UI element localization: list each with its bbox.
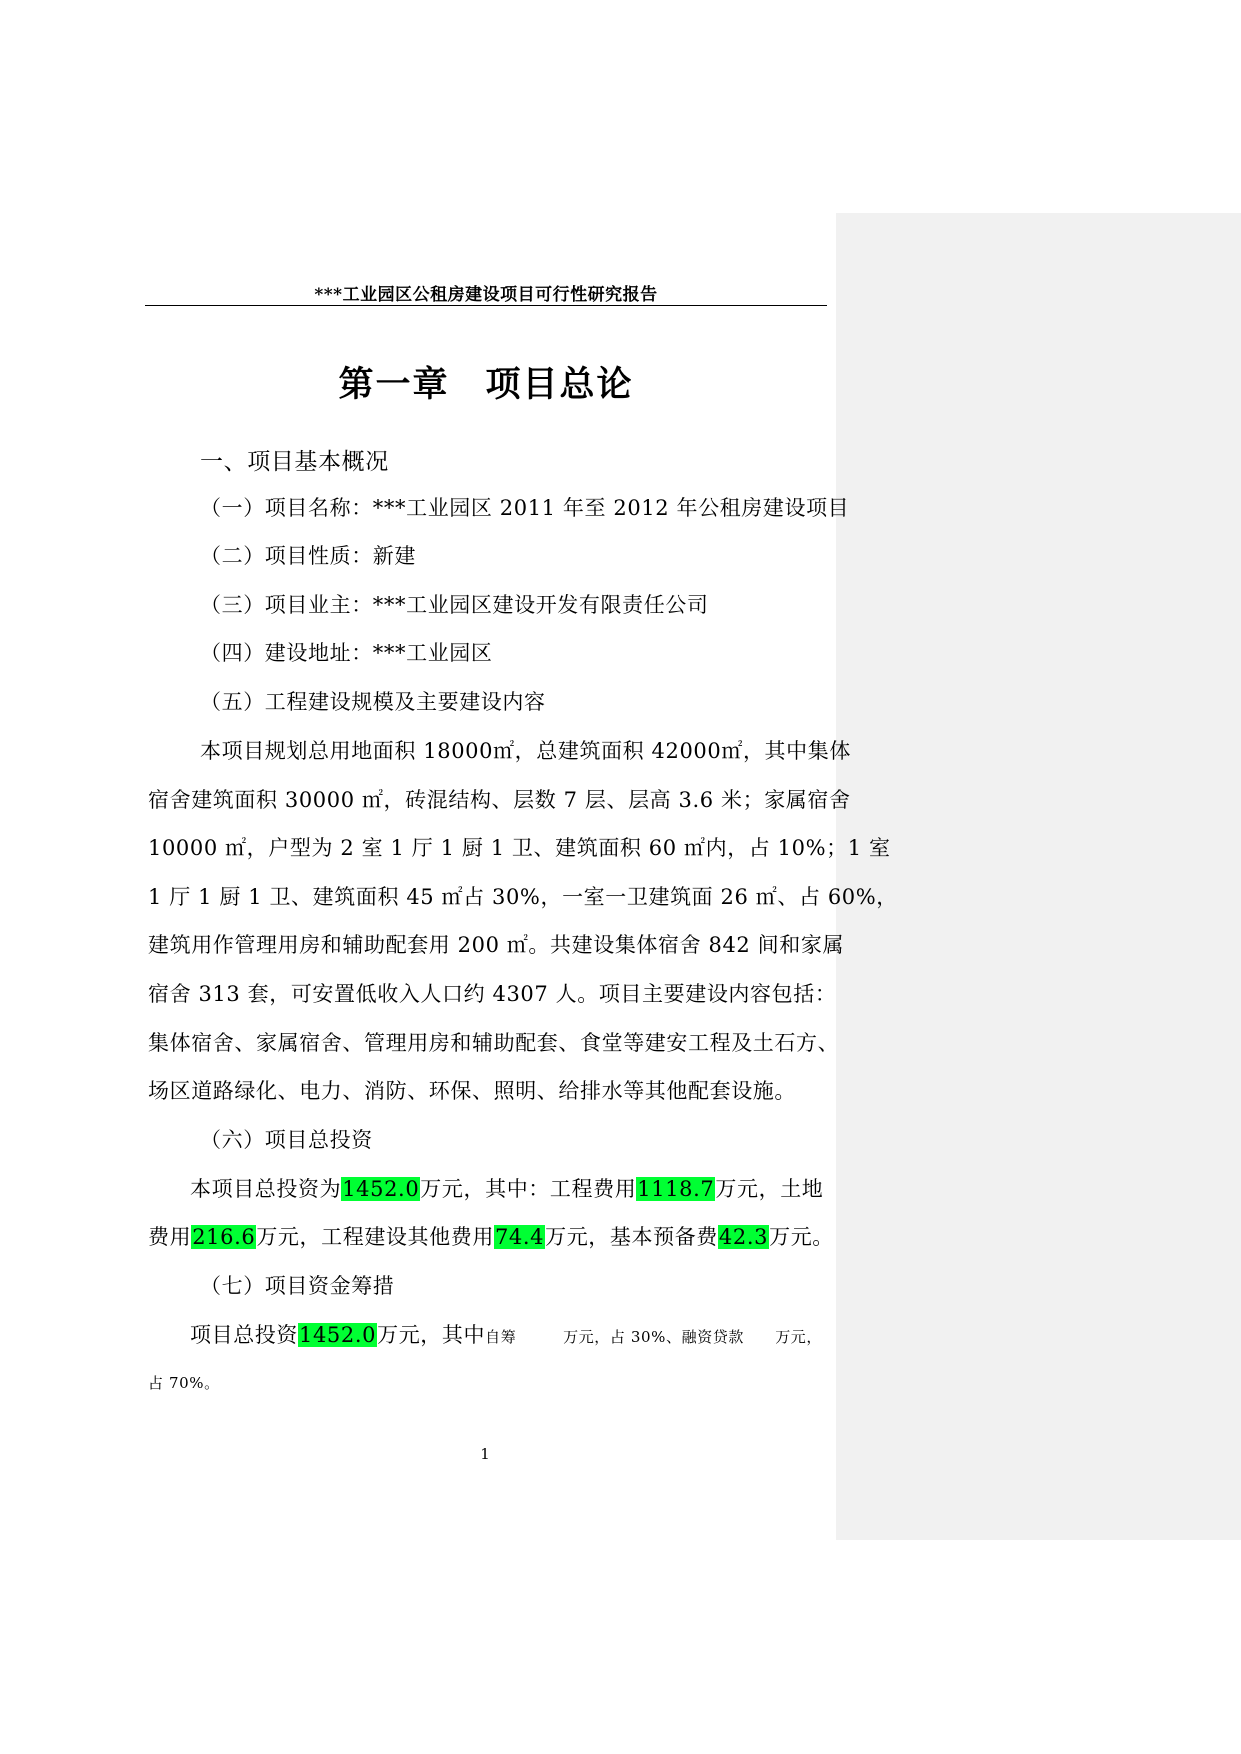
item-scale-title: （五）工程建设规模及主要建设内容: [200, 690, 546, 714]
highlight-total-investment: 1452.0: [342, 1177, 420, 1201]
highlight-engineering-cost: 1118.7: [637, 1177, 715, 1201]
paragraph-line: 集体宿舍、家属宿舍、管理用房和辅助配套、食堂等建安工程及土石方、: [148, 1031, 840, 1055]
text-run: 万元，基本预备费: [545, 1225, 718, 1249]
funding-line-2: 占 70%。: [148, 1374, 220, 1392]
header-rule: [145, 305, 827, 306]
investment-line-2: [148, 1221, 834, 1251]
paragraph-line: 宿舍 313 套，可安置低收入人口约 4307 人。项目主要建设内容包括：: [148, 982, 837, 1006]
text-run: 本项目总投资为: [190, 1177, 342, 1201]
comment-margin-pane: [836, 213, 1241, 1540]
page-number: 1: [480, 1445, 490, 1463]
text-run: 项目总投资: [190, 1323, 298, 1347]
paragraph-line: 场区道路绿化、电力、消防、环保、照明、给排水等其他配套设施。: [148, 1079, 796, 1103]
funding-title: （七）项目资金筹措: [200, 1274, 395, 1298]
investment-title: （六）项目总投资: [200, 1128, 373, 1152]
item-project-site: （四）建设地址：***工业园区: [200, 641, 493, 665]
text-run: 万元，其中: [377, 1323, 486, 1347]
text-run: 万元，工程建设其他费用: [256, 1225, 494, 1249]
investment-line-1: [190, 1173, 823, 1203]
text-run: 费用: [148, 1225, 192, 1249]
text-run: 万元，土地: [715, 1177, 824, 1201]
item-project-owner: （三）项目业主：***工业园区建设开发有限责任公司: [200, 593, 709, 617]
chapter-heading: [145, 357, 827, 407]
paragraph-line: 宿舍建筑面积 30000 ㎡，砖混结构、层数 7 层、层高 3.6 米；家属宿舍: [148, 788, 851, 812]
text-run: 万元，其中：工程费用: [420, 1177, 637, 1201]
running-header: ***工业园区公租房建设项目可行性研究报告: [314, 285, 658, 305]
highlight-land-cost: 216.6: [192, 1225, 256, 1249]
chapter-number: 第一章: [338, 364, 450, 405]
funding-line-1: [190, 1319, 822, 1349]
chapter-title: 项目总论: [485, 364, 634, 405]
paragraph-line: 1 厅 1 厨 1 卫、建筑面积 45 ㎡占 30%，一室一卫建筑面 26 ㎡、占 60%，: [148, 885, 898, 909]
section-heading: 一、项目基本概况: [200, 449, 389, 475]
item-project-nature: （二）项目性质：新建: [200, 544, 416, 568]
paragraph-line: 10000 ㎡，户型为 2 室 1 厅 1 厨 1 卫、建筑面积 60 ㎡内，占 10%；1 室: [148, 836, 891, 860]
highlight-reserve-cost: 42.3: [718, 1225, 769, 1249]
text-run: 万元。: [769, 1225, 834, 1249]
paragraph-line: 本项目规划总用地面积 18000㎡，总建筑面积 42000㎡，其中集体: [200, 739, 851, 763]
text-run-small: 自筹 万元，占 30%、融资贷款 万元，: [485, 1328, 823, 1346]
item-project-name: （一）项目名称：***工业园区 2011 年至 2012 年公租房建设项目: [200, 496, 850, 520]
highlight-funding-total: 1452.0: [299, 1323, 377, 1347]
paragraph-line: 建筑用作管理用房和辅助配套用 200 ㎡。共建设集体宿舍 842 间和家属: [148, 933, 845, 957]
highlight-other-cost: 74.4: [494, 1225, 545, 1249]
